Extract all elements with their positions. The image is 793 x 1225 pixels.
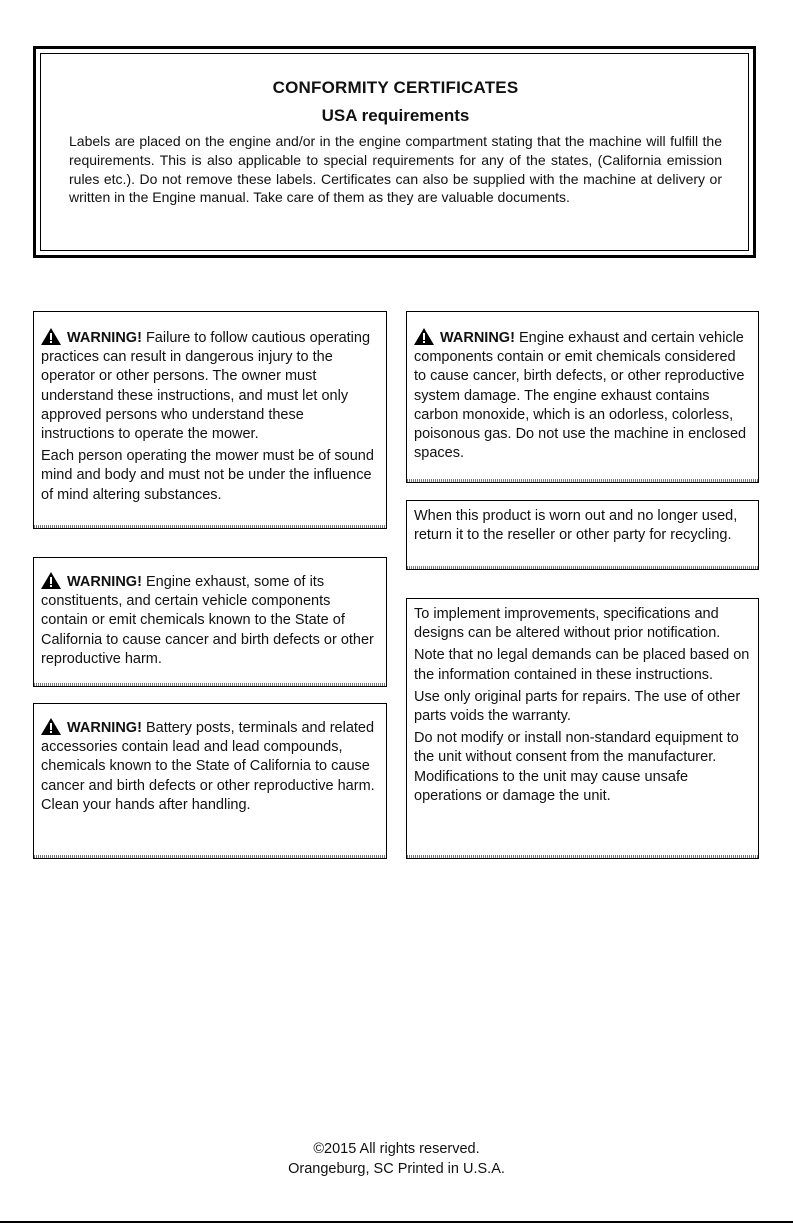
conformity-title: CONFORMITY CERTIFICATES — [272, 78, 519, 97]
warning-text-2: Each person operating the mower must be of sound mind and body and must not be under the influence of mind altering substances. — [41, 448, 374, 503]
conformity-inner-frame — [40, 53, 749, 251]
notes-paragraph-3: Use only original parts for repairs. The use of other parts voids the warranty. — [414, 688, 741, 725]
warning-lead-text: Engine exhaust and certain — [518, 330, 695, 346]
notes-paragraph-2: Note that no legal demands can be placed based on the information contained in these instructions. — [414, 647, 750, 683]
warning-text: constituents, and certain vehicle components contain or emit chemicals known to the State of California to cause cancer and birth defects or other reproductive harm. — [41, 593, 374, 667]
conformity-body: Labels are placed on the engine and/or in the engine compartment stating that the machine will fulfill the requirements. This is also applicable to special requirements for any of the states, (California emission rules etc.). Do not remove these labels. Certificates can also be supplied with the machine at delivery or written in the Engine manual. Take care of them as they are valuable documents. — [69, 133, 722, 206]
warning-label: WARNING! — [67, 574, 142, 590]
warning-box-battery — [33, 703, 387, 859]
footer-location: Orangeburg, SC Printed in U.S.A. — [288, 1161, 505, 1177]
warning-box-operating — [33, 311, 387, 529]
notes-paragraph-1: To implement improvements, specifications and designs can be altered without prior notification. — [414, 606, 721, 642]
bottom-rule — [0, 1221, 793, 1223]
warning-box-exhaust-gas — [406, 311, 759, 483]
warning-triangle-icon — [414, 328, 434, 345]
warning-lead-text: Failure to follow cautious — [145, 330, 306, 346]
notes-box — [406, 598, 759, 859]
warning-box-exhaust-constituents — [33, 557, 387, 687]
warning-label: WARNING! — [67, 720, 142, 736]
warning-triangle-icon — [41, 718, 61, 735]
warning-text: operating practices can result in dangerous injury to the operator or other persons. The owner must understand these instructions, and must let only approved persons who understand these instructions to operate the mower. — [41, 330, 371, 443]
recycling-text: When this product is worn out and no longer used, return it to the reseller or other party for recycling. — [414, 508, 738, 544]
notes-paragraph-4: Do not modify or install non-standard equipment to the unit without consent from the manufacturer. Modifications to the unit may cause unsafe operations or damage the unit. — [414, 730, 739, 804]
recycling-box — [406, 500, 759, 570]
warning-label: WARNING! — [440, 330, 515, 346]
warning-lead-text: Battery posts, terminals — [145, 720, 298, 736]
warning-label: WARNING! — [67, 330, 142, 346]
warning-text: vehicle components contain or emit chemicals considered to cause cancer, birth defects, or other reproductive system damage. The engine exhaust contains carbon monoxide, which is an odorless, colorless, poisonous gas. Do not use the machine in enclosed spaces. — [414, 330, 747, 462]
footer-copyright: ©2015 All rights reserved. — [313, 1141, 480, 1157]
warning-triangle-icon — [41, 328, 61, 345]
warning-triangle-icon — [41, 572, 61, 589]
warning-text: and related accessories contain lead and lead compounds, chemicals known to the State of California to cause cancer and birth defects or other reproductive harm. Clean your hands after handling. — [41, 720, 375, 813]
conformity-subtitle: USA requirements — [321, 106, 470, 125]
conformity-certificates-box — [33, 46, 756, 258]
warning-lead-text: Engine exhaust, some of its — [145, 574, 325, 590]
